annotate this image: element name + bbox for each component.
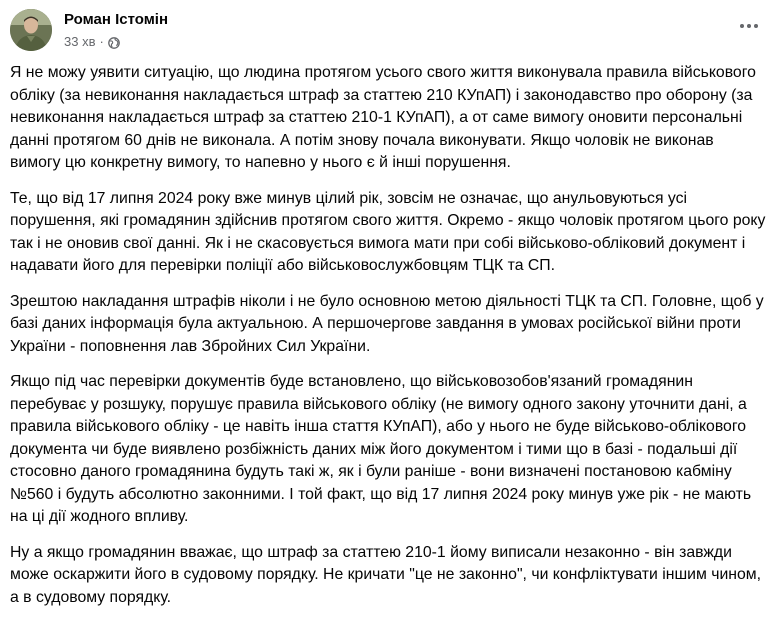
more-options-icon — [740, 24, 758, 28]
meta-separator: · — [99, 34, 104, 49]
author-name[interactable]: Роман Істомін — [64, 11, 169, 28]
post-meta — [64, 33, 120, 51]
author-avatar[interactable] — [10, 9, 52, 51]
more-options-button[interactable] — [731, 8, 767, 44]
post-timestamp[interactable]: 33 хв — [64, 34, 96, 49]
globe-icon — [108, 36, 120, 48]
post-header — [0, 0, 777, 60]
post-paragraph: Ну а якщо громадянин вважає, що штраф за статтею 210-1 йому виписали незаконно - він завжди може оскаржити його в судовому порядку. Не кричати "це не законно", чи конфліктувати іншим чином, а в судовому порядку. — [10, 543, 762, 606]
post-paragraph: Зрештою накладання штрафів ніколи і не було основною метою діяльності ТЦК та СП. Головне, щоб у базі даних інформація була актуальною. А першочергове завдання в умовах російської війни проти України - поповнення лав Збройних Сил України. — [10, 292, 764, 355]
post-text — [10, 62, 767, 622]
post-paragraph: Те, що від 17 липня 2024 року вже минув цілий рік, зовсім не означає, що анульовуються усі порушення, які громадянин здійснив протягом свого життя. Окремо - якщо чоловік протягом цього року так і не оновив свої данні. Як і не скасовується вимога мати при собі військово-обліковий документ і надавати його для перевірки поліції або військовослужбовцям ТЦК та СП. — [10, 189, 766, 274]
post-paragraph: Я не можу уявити ситуацію, що людина протягом усього свого життя виконувала правила військового обліку (за невиконання накладається штраф за статтею 210 КУпАП) і законодавство про оборону (за невиконання накладається штраф за статтею 210-1 КУпАП), а от саме вимогу оновити персональні данні протягом 60 днів не виконала. А потім знову почала виконувати. Якщо чоловік не виконав вимогу цю конкретну вимогу, то напевно у нього є й інші порушення. — [10, 64, 756, 171]
post-paragraph: Якщо під час перевірки документів буде встановлено, що військовозобов'язаний громадянин перебуває у розшуку, порушує правила військового обліку (не вимогу одного закону уточнити дані, а правила військового обліку - це навіть інша стаття КУпАП), або у нього не буде військово-облікового документа чи буде виявлено розбіжність даних між його документом і тими що в базі - подальші дії стосовно даного громадянина будуть такі ж, як і були раніше - вони визначені постановою кабміну №560 і будуть абсолютно законними. І той факт, що від 17 липня 2024 року минув уже рік - не мають на ці дії жодного впливу. — [10, 373, 752, 525]
